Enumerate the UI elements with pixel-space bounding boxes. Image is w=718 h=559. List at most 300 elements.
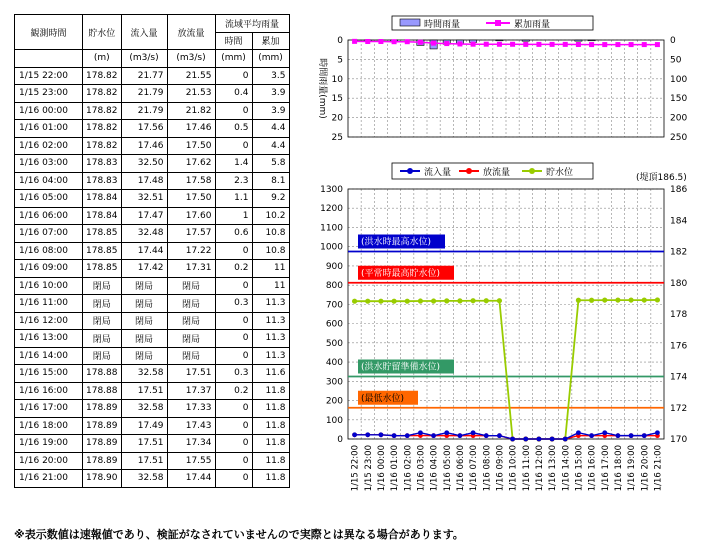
- table-cell: 17.50: [167, 190, 215, 208]
- inflow-point: [563, 437, 568, 442]
- table-row: [15, 172, 290, 190]
- table-cell: 21.55: [167, 67, 215, 85]
- inflow-point: [576, 430, 581, 435]
- inflow-point: [497, 433, 502, 438]
- table-cell: 178.83: [83, 172, 122, 190]
- table-cell: 32.51: [121, 190, 167, 208]
- cumulative-rain-point: [589, 42, 594, 47]
- header-rain-hour: 時間: [215, 32, 252, 50]
- inflow-point: [392, 433, 397, 438]
- table-cell: 1/16 19:00: [15, 435, 83, 453]
- table-cell: 17.47: [121, 207, 167, 225]
- table-cell: 17.22: [167, 242, 215, 260]
- table-row: [15, 260, 290, 278]
- table-cell: 11.3: [252, 347, 289, 365]
- hourly-rain-bar: [575, 40, 582, 41]
- table-cell: 17.31: [167, 260, 215, 278]
- table-cell: 178.88: [83, 365, 122, 383]
- table-row: [15, 382, 290, 400]
- dam-crest-label: (堤頂186.5): [636, 173, 687, 183]
- table-cell: 21.53: [167, 85, 215, 103]
- table-cell: 32.58: [121, 470, 167, 488]
- cumulative-rain-point: [444, 41, 449, 46]
- rain-left-tick-label: 25: [331, 133, 343, 143]
- table-cell: 178.82: [83, 137, 122, 155]
- data-table-container: [14, 14, 290, 488]
- table-cell: 17.57: [167, 225, 215, 243]
- table-cell: 3.9: [252, 102, 289, 120]
- header-level: 貯水位: [83, 15, 122, 50]
- table-cell: 閉局: [83, 277, 122, 295]
- water-level-point: [589, 298, 594, 303]
- inflow-point: [537, 437, 542, 442]
- table-cell: 1/16 20:00: [15, 452, 83, 470]
- table-cell: 178.82: [83, 85, 122, 103]
- x-axis-tick-label: 1/16 16:00: [587, 445, 598, 492]
- table-cell: 11.3: [252, 312, 289, 330]
- unit-time: [15, 50, 83, 68]
- table-cell: 11: [252, 260, 289, 278]
- table-cell: 閉局: [167, 347, 215, 365]
- table-cell: 178.84: [83, 190, 122, 208]
- table-cell: 閉局: [121, 330, 167, 348]
- flow-right-tick-label: 170: [670, 435, 688, 445]
- x-axis-tick-label: 1/16 19:00: [627, 445, 638, 492]
- unit-outflow: (m3/s): [167, 50, 215, 68]
- cumulative-rain-point: [405, 39, 410, 44]
- unit-inflow: (m3/s): [121, 50, 167, 68]
- table-row: [15, 85, 290, 103]
- x-axis-tick-label: 1/16 21:00: [653, 445, 664, 492]
- cumulative-rain-point: [563, 42, 568, 47]
- inflow-point: [444, 430, 449, 435]
- cumulative-rain-point: [365, 39, 370, 44]
- table-cell: 0: [215, 417, 252, 435]
- table-cell: 10.8: [252, 225, 289, 243]
- x-axis-tick-label: 1/15 23:00: [363, 445, 374, 492]
- legend-marker-cumulative-rain: [495, 20, 501, 26]
- x-axis-tick-label: 1/16 10:00: [508, 445, 519, 492]
- table-cell: 17.37: [167, 382, 215, 400]
- inflow-point: [629, 433, 634, 438]
- table-cell: 17.60: [167, 207, 215, 225]
- table-row: [15, 330, 290, 348]
- x-axis-tick-label: 1/16 09:00: [495, 445, 506, 492]
- table-cell: 3.9: [252, 85, 289, 103]
- water-level-point: [365, 299, 370, 304]
- table-cell: 1/16 03:00: [15, 155, 83, 173]
- x-axis-tick-label: 1/16 17:00: [600, 445, 611, 492]
- table-cell: 21.79: [121, 102, 167, 120]
- flow-left-tick-label: 700: [325, 300, 343, 311]
- flow-left-tick-label: 900: [325, 261, 343, 272]
- rain-left-tick-label: 5: [337, 55, 343, 66]
- table-cell: 11: [252, 277, 289, 295]
- x-axis-tick-label: 1/16 04:00: [429, 445, 440, 492]
- table-cell: 閉局: [167, 295, 215, 313]
- header-rain-cum: 累加: [252, 32, 289, 50]
- table-row: [15, 137, 290, 155]
- legend-swatch-hourly-rain: [400, 19, 420, 26]
- rain-right-tick-label: 100: [670, 74, 688, 85]
- table-cell: 17.43: [167, 417, 215, 435]
- table-cell: 1/16 13:00: [15, 330, 83, 348]
- legend-label-water-level: 貯水位: [546, 168, 574, 178]
- table-cell: 1/16 05:00: [15, 190, 83, 208]
- table-cell: 11.8: [252, 435, 289, 453]
- table-cell: 1/15 22:00: [15, 67, 83, 85]
- header-rain-group: 流域平均雨量: [215, 15, 289, 33]
- rain-right-tick-label: 150: [670, 94, 688, 105]
- hourly-rain-bar: [496, 40, 503, 41]
- table-cell: 1/15 23:00: [15, 85, 83, 103]
- table-cell: 1/16 10:00: [15, 277, 83, 295]
- table-cell: 17.34: [167, 435, 215, 453]
- reference-label: (洪水時最高水位): [361, 237, 432, 248]
- table-cell: 178.90: [83, 470, 122, 488]
- water-level-point: [497, 298, 502, 303]
- table-row: [15, 312, 290, 330]
- flow-left-tick-label: 600: [325, 319, 343, 330]
- inflow-point: [352, 432, 357, 437]
- flow-left-tick-label: 300: [325, 377, 343, 388]
- header-time: 観測時間: [15, 15, 83, 50]
- header-outflow: 放流量: [167, 15, 215, 50]
- inflow-point: [589, 433, 594, 438]
- table-cell: 11.8: [252, 400, 289, 418]
- water-level-point: [602, 297, 607, 302]
- table-cell: 0.3: [215, 295, 252, 313]
- table-cell: 178.82: [83, 67, 122, 85]
- table-cell: 1.1: [215, 190, 252, 208]
- legend-label-hourly-rain: 時間雨量: [424, 20, 461, 30]
- table-cell: 17.55: [167, 452, 215, 470]
- table-cell: 17.51: [121, 435, 167, 453]
- table-cell: 0: [215, 67, 252, 85]
- inflow-point: [379, 432, 384, 437]
- inflow-point: [655, 430, 660, 435]
- table-cell: 17.42: [121, 260, 167, 278]
- table-cell: 11.8: [252, 452, 289, 470]
- cumulative-rain-point: [523, 42, 528, 47]
- header-inflow: 流入量: [121, 15, 167, 50]
- table-cell: 8.1: [252, 172, 289, 190]
- cumulative-rain-point: [378, 39, 383, 44]
- table-row: [15, 190, 290, 208]
- table-cell: 0.6: [215, 225, 252, 243]
- table-cell: 178.85: [83, 225, 122, 243]
- table-cell: 1/16 18:00: [15, 417, 83, 435]
- table-cell: 1/16 02:00: [15, 137, 83, 155]
- water-level-point: [352, 299, 357, 304]
- x-axis-tick-label: 1/16 15:00: [574, 445, 585, 492]
- table-cell: 1/16 11:00: [15, 295, 83, 313]
- cumulative-rain-point: [484, 42, 489, 47]
- table-cell: 1/16 15:00: [15, 365, 83, 383]
- x-axis-tick-label: 1/16 01:00: [390, 445, 401, 492]
- table-row: [15, 207, 290, 225]
- table-cell: 閉局: [121, 295, 167, 313]
- table-cell: 閉局: [121, 347, 167, 365]
- legend-label-cumulative-rain: 累加雨量: [514, 20, 551, 30]
- table-cell: 4.4: [252, 120, 289, 138]
- table-cell: 178.85: [83, 260, 122, 278]
- table-cell: 178.89: [83, 400, 122, 418]
- table-cell: 17.50: [167, 137, 215, 155]
- table-cell: 1/16 09:00: [15, 260, 83, 278]
- table-cell: 17.33: [167, 400, 215, 418]
- legend-marker-inflow: [407, 168, 413, 174]
- table-cell: 178.82: [83, 120, 122, 138]
- unit-rain-hour: (mm): [215, 50, 252, 68]
- flow-left-tick-label: 0: [337, 435, 343, 445]
- table-cell: 1: [215, 207, 252, 225]
- flow-left-tick-label: 500: [325, 338, 343, 349]
- table-row: [15, 242, 290, 260]
- table-cell: 32.50: [121, 155, 167, 173]
- table-cell: 17.46: [121, 137, 167, 155]
- x-axis-tick-label: 1/16 14:00: [561, 445, 572, 492]
- water-level-point: [470, 298, 475, 303]
- table-cell: 0: [215, 137, 252, 155]
- water-level-point: [576, 298, 581, 303]
- x-axis-tick-label: 1/16 07:00: [469, 445, 480, 492]
- table-row: [15, 417, 290, 435]
- flow-left-tick-label: 1000: [320, 242, 343, 253]
- cumulative-rain-point: [550, 42, 555, 47]
- reference-label: (最低水位): [361, 393, 405, 404]
- inflow-point: [642, 433, 647, 438]
- x-axis-tick-label: 1/16 06:00: [455, 445, 466, 492]
- x-axis-tick-label: 1/16 12:00: [534, 445, 545, 492]
- table-cell: 2.3: [215, 172, 252, 190]
- table-cell: 閉局: [83, 347, 122, 365]
- table-row: [15, 347, 290, 365]
- table-cell: 11.8: [252, 382, 289, 400]
- x-axis-tick-label: 1/15 22:00: [350, 445, 361, 492]
- table-cell: 178.89: [83, 417, 122, 435]
- table-cell: 閉局: [83, 312, 122, 330]
- table-cell: 1/16 00:00: [15, 102, 83, 120]
- table-cell: 32.48: [121, 225, 167, 243]
- cumulative-rain-point: [471, 42, 476, 47]
- x-axis-tick-label: 1/16 03:00: [416, 445, 427, 492]
- table-cell: 178.84: [83, 207, 122, 225]
- water-level-point: [484, 298, 489, 303]
- table-cell: 0.2: [215, 260, 252, 278]
- table-cell: 閉局: [121, 277, 167, 295]
- inflow-point: [458, 433, 463, 438]
- water-level-point: [431, 298, 436, 303]
- inflow-point: [550, 437, 555, 442]
- flow-right-tick-label: 172: [670, 403, 688, 414]
- table-cell: 3.5: [252, 67, 289, 85]
- inflow-point: [616, 433, 621, 438]
- table-cell: 1/16 06:00: [15, 207, 83, 225]
- legend-label-inflow: 流入量: [424, 168, 452, 178]
- table-cell: 1/16 07:00: [15, 225, 83, 243]
- cumulative-rain-point: [629, 42, 634, 47]
- table-cell: 11.8: [252, 470, 289, 488]
- table-cell: 178.85: [83, 242, 122, 260]
- rain-right-tick-label: 0: [670, 36, 676, 46]
- table-cell: 0: [215, 470, 252, 488]
- table-row: [15, 400, 290, 418]
- table-cell: 10.8: [252, 242, 289, 260]
- x-axis-tick-label: 1/16 11:00: [521, 445, 532, 492]
- rain-right-tick-label: 50: [670, 55, 682, 66]
- table-cell: 11.8: [252, 417, 289, 435]
- table-cell: 9.2: [252, 190, 289, 208]
- table-cell: 178.88: [83, 382, 122, 400]
- x-axis-tick-label: 1/16 08:00: [482, 445, 493, 492]
- legend-marker-water-level: [529, 168, 535, 174]
- rain-right-tick-label: 200: [670, 113, 688, 124]
- rain-left-tick-label: 0: [337, 36, 343, 46]
- flow-right-tick-label: 178: [670, 310, 688, 320]
- table-cell: 閉局: [83, 295, 122, 313]
- flow-right-tick-label: 174: [670, 372, 688, 383]
- x-axis-tick-label: 1/16 05:00: [442, 445, 453, 492]
- table-cell: 1/16 17:00: [15, 400, 83, 418]
- table-cell: 17.48: [121, 172, 167, 190]
- table-cell: 1/16 12:00: [15, 312, 83, 330]
- cumulative-rain-point: [497, 42, 502, 47]
- table-cell: 17.62: [167, 155, 215, 173]
- flow-right-tick-label: 182: [670, 247, 688, 258]
- reference-label: (洪水貯留準備水位): [361, 362, 441, 373]
- table-row: [15, 155, 290, 173]
- x-axis-tick-label: 1/16 00:00: [376, 445, 387, 492]
- legend-label-outflow: 放流量: [483, 168, 511, 178]
- inflow-point: [418, 430, 423, 435]
- table-cell: 17.51: [121, 382, 167, 400]
- table-cell: 4.4: [252, 137, 289, 155]
- cumulative-rain-point: [352, 39, 357, 44]
- table-cell: 閉局: [167, 312, 215, 330]
- table-cell: 178.83: [83, 155, 122, 173]
- inflow-point: [431, 433, 436, 438]
- flow-left-tick-label: 400: [325, 358, 343, 369]
- flow-right-tick-label: 176: [670, 341, 688, 352]
- table-cell: 17.56: [121, 120, 167, 138]
- table-cell: 0: [215, 102, 252, 120]
- flow-left-tick-label: 100: [325, 415, 343, 426]
- flow-left-tick-label: 1200: [320, 204, 343, 215]
- table-row: [15, 470, 290, 488]
- cumulative-rain-point: [418, 40, 423, 45]
- flow-right-tick-label: 184: [670, 216, 688, 227]
- cumulative-rain-point: [642, 42, 647, 47]
- inflow-point: [602, 430, 607, 435]
- flow-left-tick-label: 1100: [320, 223, 343, 234]
- unit-level: (m): [83, 50, 122, 68]
- cumulative-rain-point: [510, 42, 515, 47]
- table-cell: 5.8: [252, 155, 289, 173]
- cumulative-rain-point: [392, 39, 397, 44]
- hourly-rain-bar: [522, 40, 529, 41]
- flow-left-tick-label: 1300: [320, 185, 343, 195]
- table-cell: 32.58: [121, 400, 167, 418]
- table-cell: 17.46: [167, 120, 215, 138]
- table-cell: 1/16 04:00: [15, 172, 83, 190]
- table-cell: 32.58: [121, 365, 167, 383]
- table-cell: 17.51: [167, 365, 215, 383]
- legend-marker-outflow: [466, 168, 472, 174]
- hourly-rain-bar: [588, 40, 595, 41]
- rain-left-tick-label: 10: [331, 74, 343, 85]
- table-cell: 0: [215, 452, 252, 470]
- table-cell: 1/16 21:00: [15, 470, 83, 488]
- table-cell: 0.2: [215, 382, 252, 400]
- flow-right-tick-label: 180: [670, 278, 688, 289]
- table-cell: 0.5: [215, 120, 252, 138]
- table-cell: 178.89: [83, 435, 122, 453]
- x-axis-tick-label: 1/16 20:00: [640, 445, 651, 492]
- water-level-point: [418, 298, 423, 303]
- table-cell: 0.3: [215, 365, 252, 383]
- table-body: [15, 67, 290, 487]
- flow-left-tick-label: 200: [325, 396, 343, 407]
- water-level-point: [628, 297, 633, 302]
- table-cell: 1/16 16:00: [15, 382, 83, 400]
- flow-right-tick-label: 186: [670, 185, 688, 195]
- table-cell: 11.6: [252, 365, 289, 383]
- table-cell: 0: [215, 435, 252, 453]
- water-level-point: [405, 299, 410, 304]
- water-level-point: [378, 299, 383, 304]
- inflow-point: [471, 430, 476, 435]
- charts-area: [300, 0, 718, 520]
- table-cell: 178.82: [83, 102, 122, 120]
- inflow-point: [484, 433, 489, 438]
- table-cell: 0: [215, 242, 252, 260]
- table-cell: 1.4: [215, 155, 252, 173]
- cumulative-rain-point: [655, 42, 660, 47]
- table-cell: 17.49: [121, 417, 167, 435]
- table-cell: 17.44: [121, 242, 167, 260]
- cumulative-rain-point: [576, 42, 581, 47]
- table-cell: 0: [215, 330, 252, 348]
- table-row: [15, 452, 290, 470]
- table-cell: 閉局: [167, 277, 215, 295]
- table-row: [15, 120, 290, 138]
- table-cell: 0: [215, 400, 252, 418]
- cumulative-rain-point: [602, 42, 607, 47]
- table-cell: 21.77: [121, 67, 167, 85]
- rain-right-tick-label: 250: [670, 133, 688, 143]
- table-row: [15, 225, 290, 243]
- footnote: ※表示数値は速報値であり、検証がなされていませんので実際とは異なる場合があります。: [14, 528, 464, 541]
- table-cell: 11.3: [252, 330, 289, 348]
- cumulative-rain-point: [457, 41, 462, 46]
- x-axis-tick-label: 1/16 18:00: [613, 445, 624, 492]
- inflow-point: [405, 433, 410, 438]
- inflow-point: [523, 437, 528, 442]
- table-cell: 1/16 08:00: [15, 242, 83, 260]
- table-cell: 0: [215, 347, 252, 365]
- table-cell: 1/16 14:00: [15, 347, 83, 365]
- table-cell: 閉局: [83, 330, 122, 348]
- table-cell: 11.3: [252, 295, 289, 313]
- cumulative-rain-point: [431, 41, 436, 46]
- reference-label: (平常時最高貯水位): [361, 268, 441, 279]
- table-cell: 閉局: [121, 312, 167, 330]
- table-cell: 10.2: [252, 207, 289, 225]
- table-cell: 閉局: [167, 330, 215, 348]
- water-level-point: [391, 299, 396, 304]
- table-row: [15, 435, 290, 453]
